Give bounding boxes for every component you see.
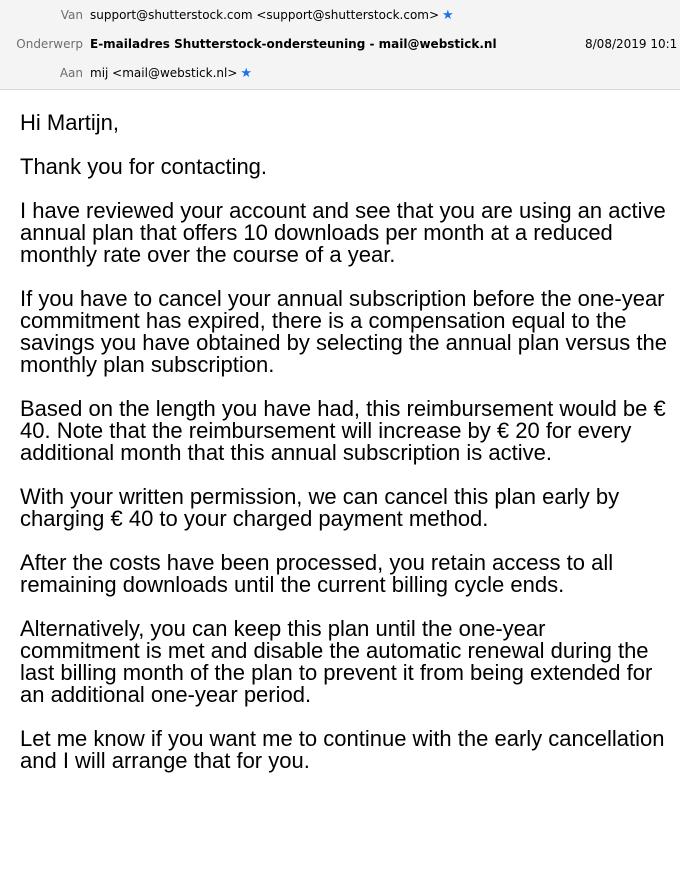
body-paragraph: Alternatively, you can keep this plan until the one-year commitment is met and disable the automatic renewal during the last billing month of the plan to prevent it from being extended for an additional one-year period.: [20, 616, 653, 707]
body-paragraph: If you have to cancel your annual subscription before the one-year commitment has expired, there is a compensation equal to the savings you have obtained by selecting the annual plan versus the monthly plan subscription.: [20, 286, 667, 377]
to-row: [0, 64, 680, 82]
body-paragraph: Let me know if you want me to continue with the early cancellation and I will arrange that for you.: [20, 726, 665, 773]
greeting: Hi Martijn,: [20, 110, 120, 135]
recipient-address[interactable]: mij <mail@webstick.nl>: [90, 66, 238, 80]
from-row: [0, 6, 680, 24]
star-icon[interactable]: ★: [240, 66, 253, 81]
email-body: [20, 112, 670, 794]
body-paragraph: With your written permission, we can cancel this plan early by charging € 40 to your charged payment method.: [20, 484, 620, 531]
sender-address[interactable]: support@shutterstock.com <support@shutterstock.com>: [90, 8, 440, 22]
from-value: [90, 6, 454, 25]
from-label: Van: [60, 8, 83, 22]
subject-value: E-mailadres Shutterstock-ondersteuning - mail@webstick.nl: [90, 37, 497, 51]
body-paragraph: After the costs have been processed, you retain access to all remaining downloads until the current billing cycle ends.: [20, 550, 614, 597]
subject-label: Onderwerp: [16, 37, 83, 51]
body-paragraph: Thank you for contacting.: [20, 154, 268, 179]
body-paragraph: Based on the length you have had, this reimbursement would be € 40. Note that the reimbursement will increase by € 20 for every additional month that this annual subscription is active.: [20, 396, 666, 465]
to-label: Aan: [59, 66, 83, 80]
subject-row: [0, 35, 680, 53]
body-paragraph: I have reviewed your account and see that you are using an active annual plan that offers 10 downloads per month at a reduced monthly rate over the course of a year.: [20, 198, 666, 267]
email-date: 8/08/2019 10:1: [585, 37, 678, 51]
to-value: [90, 64, 252, 83]
star-icon[interactable]: ★: [442, 8, 454, 23]
email-header: [0, 0, 680, 90]
